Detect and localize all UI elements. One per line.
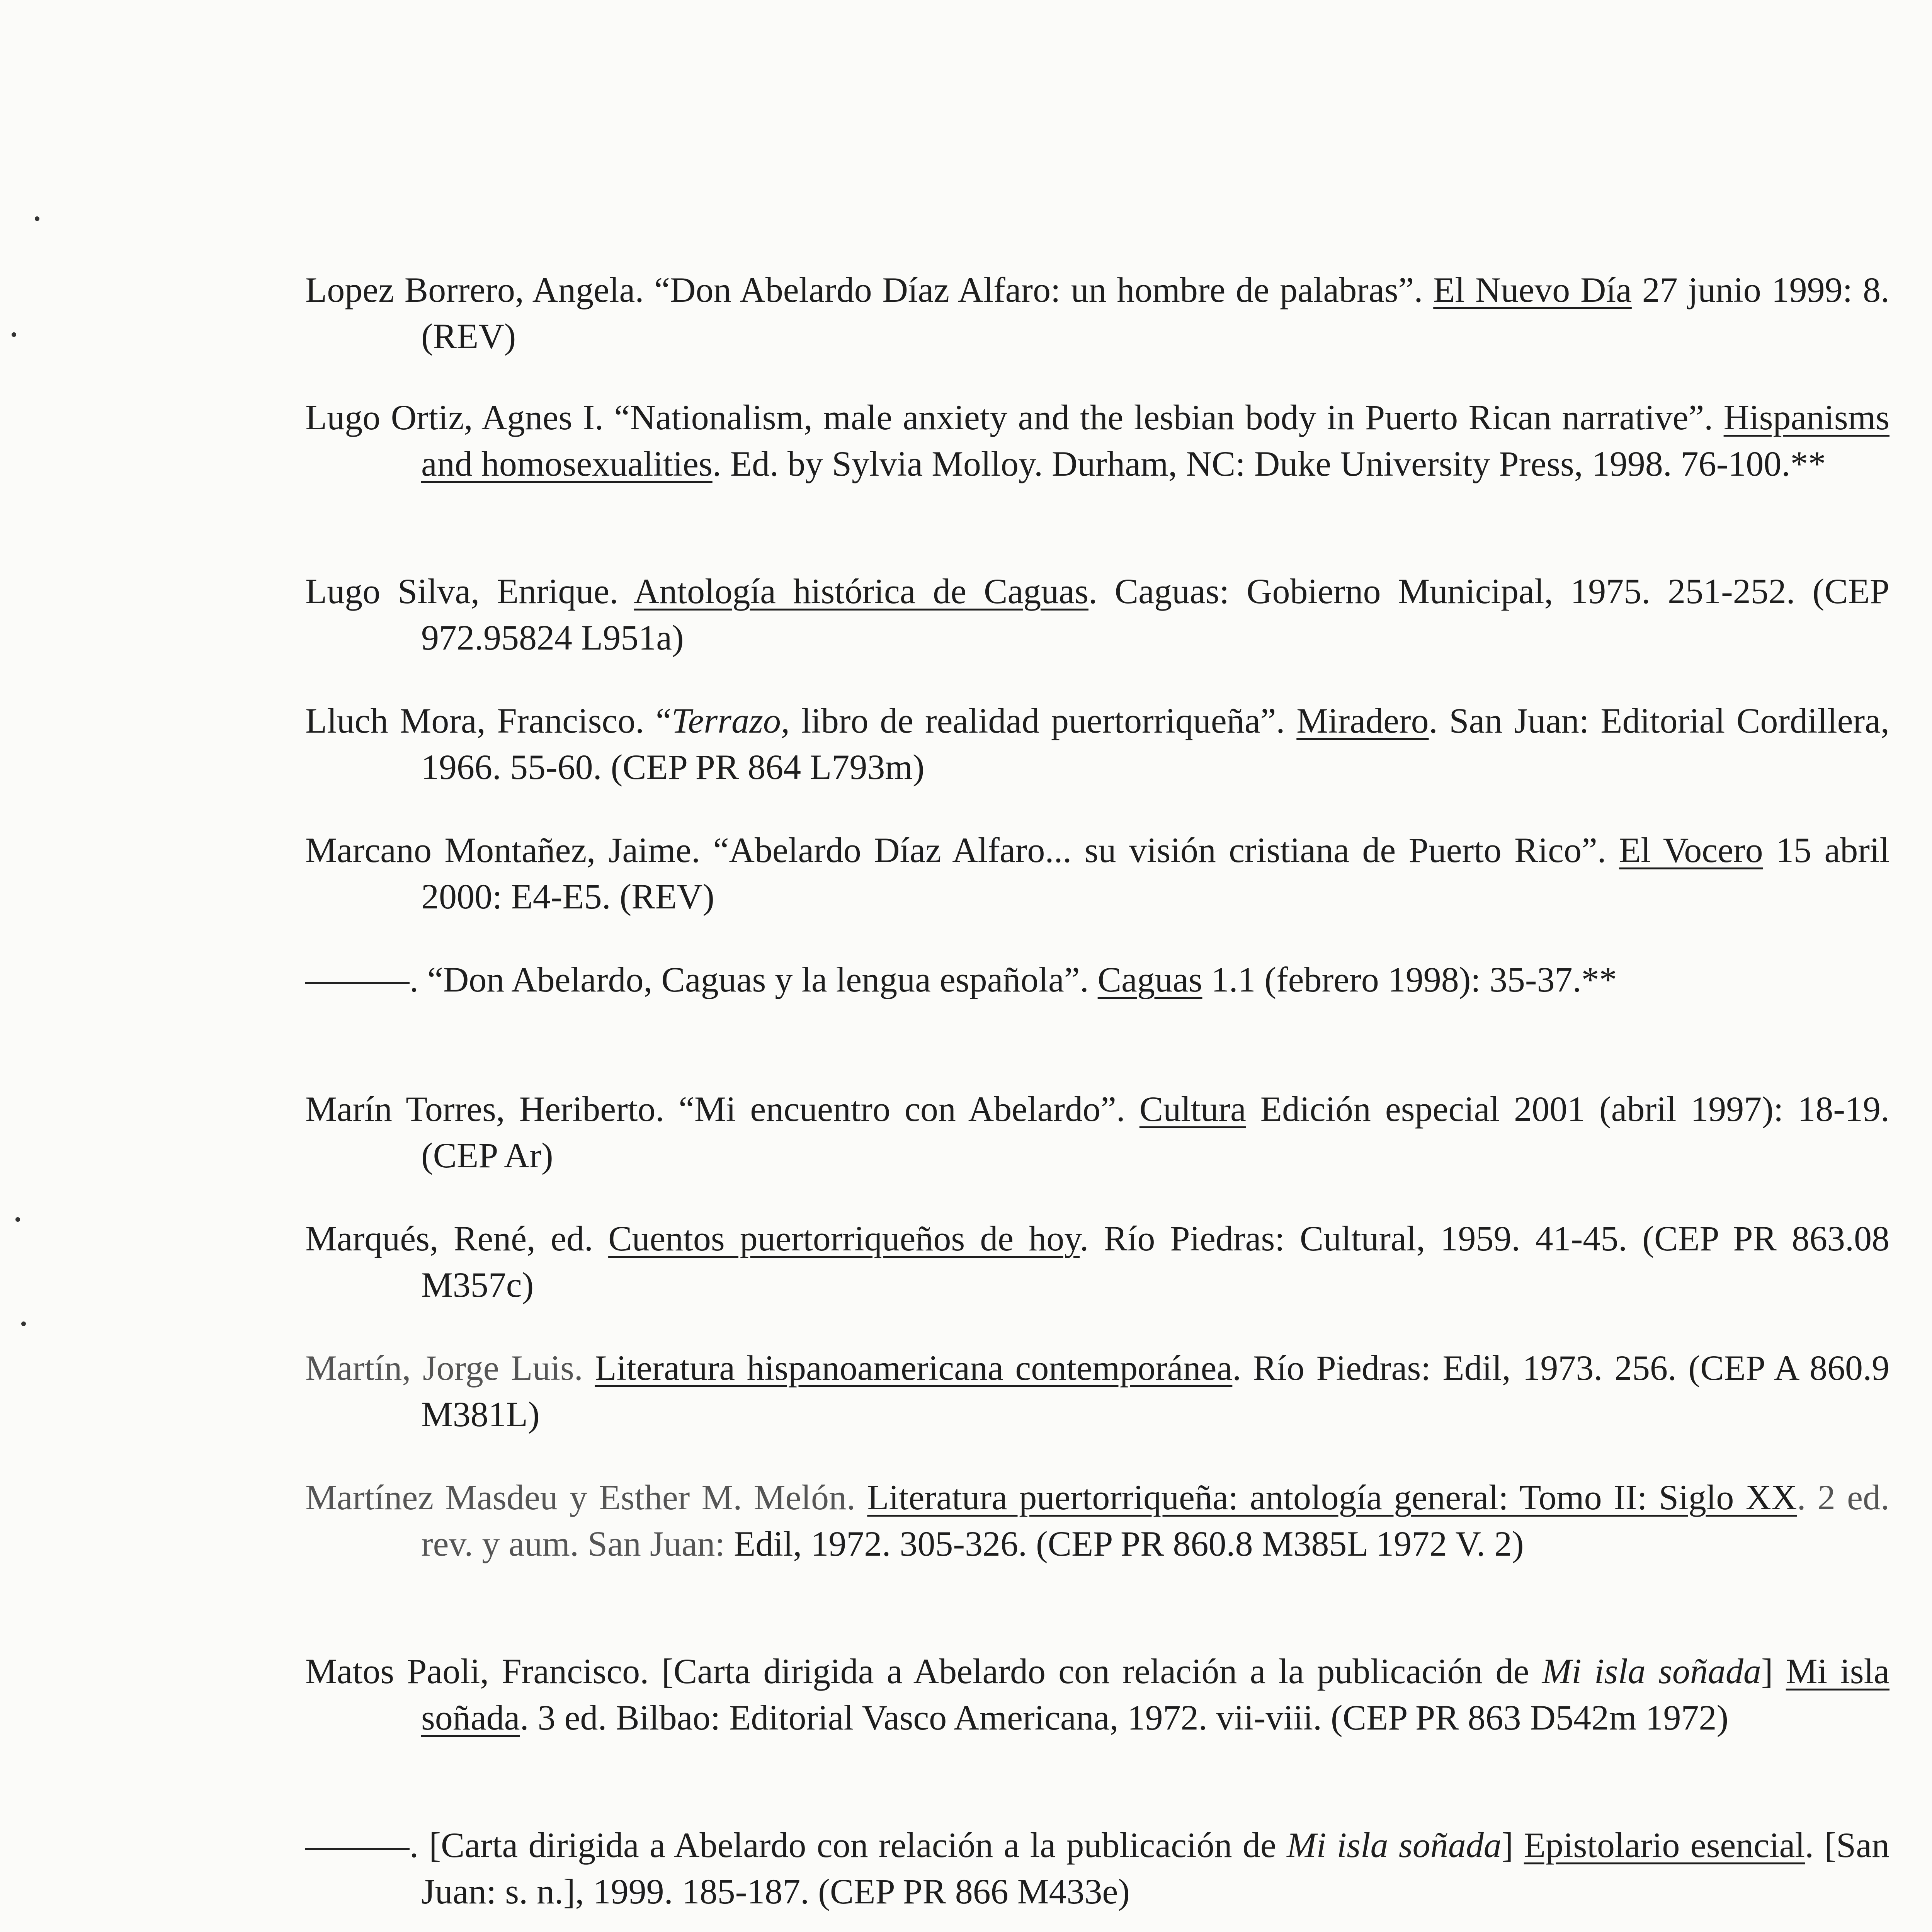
- bibliography-entry: [305, 568, 1889, 661]
- entry-source: Caguas: [1097, 960, 1202, 999]
- entry-title: “Mi encuentro con Abelardo”.: [679, 1089, 1125, 1129]
- bibliography-entry: [305, 956, 1889, 1003]
- entry-details: . Ed. by Sylvia Molloy. Durham, NC: Duke University Press, 1998. 76-100.**: [712, 444, 1826, 483]
- bibliography-entry: [305, 1648, 1889, 1741]
- entry-author: Marqués, René, ed.: [305, 1219, 593, 1258]
- entry-details: 15 abril 2000: E4-E5. (REV): [421, 830, 1890, 916]
- scan-speck: [15, 1217, 20, 1222]
- bibliography-entry: [305, 1474, 1889, 1567]
- scan-speck: [21, 1321, 26, 1326]
- repeat-author-dash: [305, 1848, 410, 1850]
- entry-details: 1.1 (febrero 1998): 35-37.**: [1211, 960, 1617, 999]
- entry-title: . “Don Abelardo, Caguas y la lengua española”.: [410, 960, 1089, 999]
- entry-details: . [San Juan: s. n.], 1999. 185-187. (CEP PR 866 M433e): [421, 1825, 1890, 1911]
- entry-title-open: “: [656, 701, 672, 740]
- entry-source: Literatura puertorriqueña: antología general: Tomo II: Siglo XX: [867, 1478, 1797, 1517]
- entry-source: Antología histórica de Caguas: [634, 571, 1088, 611]
- entry-source: El Vocero: [1619, 830, 1763, 870]
- entry-author: Matos Paoli, Francisco.: [305, 1651, 649, 1691]
- entry-source: Cuentos puertorriqueños de hoy: [608, 1219, 1080, 1258]
- bibliography-entry: [305, 827, 1889, 920]
- entry-author: Lugo Ortiz, Agnes I.: [305, 398, 604, 437]
- entry-details: . 3 ed. Bilbao: Editorial Vasco Americana, 1972. vii-viii. (CEP PR 863 D542m 1972): [520, 1698, 1729, 1737]
- entry-author: Lopez Borrero, Angela.: [305, 270, 644, 310]
- entry-details: . San Juan: Editorial Cordillera, 1966. 55-60. (CEP PR 864 L793m): [421, 701, 1890, 787]
- bibliography-entry: [305, 1345, 1889, 1437]
- entry-source: El Nuevo Día: [1433, 270, 1632, 310]
- entry-author: Lluch Mora, Francisco.: [305, 701, 645, 740]
- entry-details: . Río Piedras: Cultural, 1959. 41-45. (CEP PR 863.08 M357c): [421, 1219, 1890, 1304]
- entry-title-close: ]: [1501, 1825, 1514, 1865]
- entry-title-close: ]: [1761, 1651, 1773, 1691]
- entry-author: Marcano Montañez, Jaime.: [305, 830, 701, 870]
- scan-speck: [12, 332, 16, 337]
- entry-source: Miradero: [1296, 701, 1429, 740]
- entry-title-rest: libro de realidad puertorriqueña”.: [789, 701, 1285, 740]
- entry-source: Epistolario esencial: [1524, 1825, 1805, 1865]
- repeat-author-dash: [305, 982, 410, 984]
- bibliography-entry: [305, 1086, 1889, 1179]
- entry-author: Martínez Masdeu y Esther M. Melón.: [305, 1478, 855, 1517]
- entry-details: Edil, 1972. 305-326. (CEP PR 860.8 M385L 1972 V. 2): [725, 1524, 1524, 1563]
- entry-title-italic: Terrazo,: [671, 701, 790, 740]
- entry-author: Martín, Jorge Luis.: [305, 1348, 583, 1388]
- entry-title: “Nationalism, male anxiety and the lesbian body in Puerto Rican narrative”.: [614, 398, 1713, 437]
- entry-details: Edición especial 2001 (abril 1997): 18-19. (CEP Ar): [421, 1089, 1889, 1175]
- bibliography-entry: [305, 697, 1889, 790]
- entry-title: . [Carta dirigida a Abelardo con relación a la publicación de: [410, 1825, 1287, 1865]
- entry-title: “Abelardo Díaz Alfaro... su visión cristiana de Puerto Rico”.: [713, 830, 1606, 870]
- entry-title: “Don Abelardo Díaz Alfaro: un hombre de palabras”.: [654, 270, 1423, 310]
- entry-author: Marín Torres, Heriberto.: [305, 1089, 665, 1129]
- scan-speck: [35, 216, 39, 221]
- entry-author: Lugo Silva, Enrique.: [305, 571, 619, 611]
- entry-details: 27 junio 1999: 8. (REV): [421, 270, 1890, 356]
- entry-title-italic: Mi isla soñada: [1542, 1651, 1761, 1691]
- entry-details-faint: . 2 ed. rev. y aum. San Juan:: [421, 1478, 1889, 1563]
- entry-title: [Carta dirigida a Abelardo con relación a la publicación de: [662, 1651, 1542, 1691]
- bibliography-entry: [305, 1215, 1889, 1308]
- entry-source: Cultura: [1139, 1089, 1246, 1129]
- bibliography-entry: [305, 394, 1889, 487]
- bibliography-entry: [305, 1822, 1889, 1915]
- bibliography-entry: [305, 267, 1889, 359]
- entry-source: Mi isla soñada: [421, 1651, 1890, 1737]
- entry-title-italic: Mi isla soñada: [1287, 1825, 1502, 1865]
- entry-details: . Caguas: Gobierno Municipal, 1975. 251-252. (CEP 972.95824 L951a): [421, 571, 1889, 657]
- entry-details: . Río Piedras: Edil, 1973. 256. (CEP A 860.9 M381L): [421, 1348, 1890, 1434]
- entry-source: Literatura hispanoamericana contemporánea: [595, 1348, 1233, 1388]
- entry-source: Hispanisms and homosexualities: [421, 398, 1890, 483]
